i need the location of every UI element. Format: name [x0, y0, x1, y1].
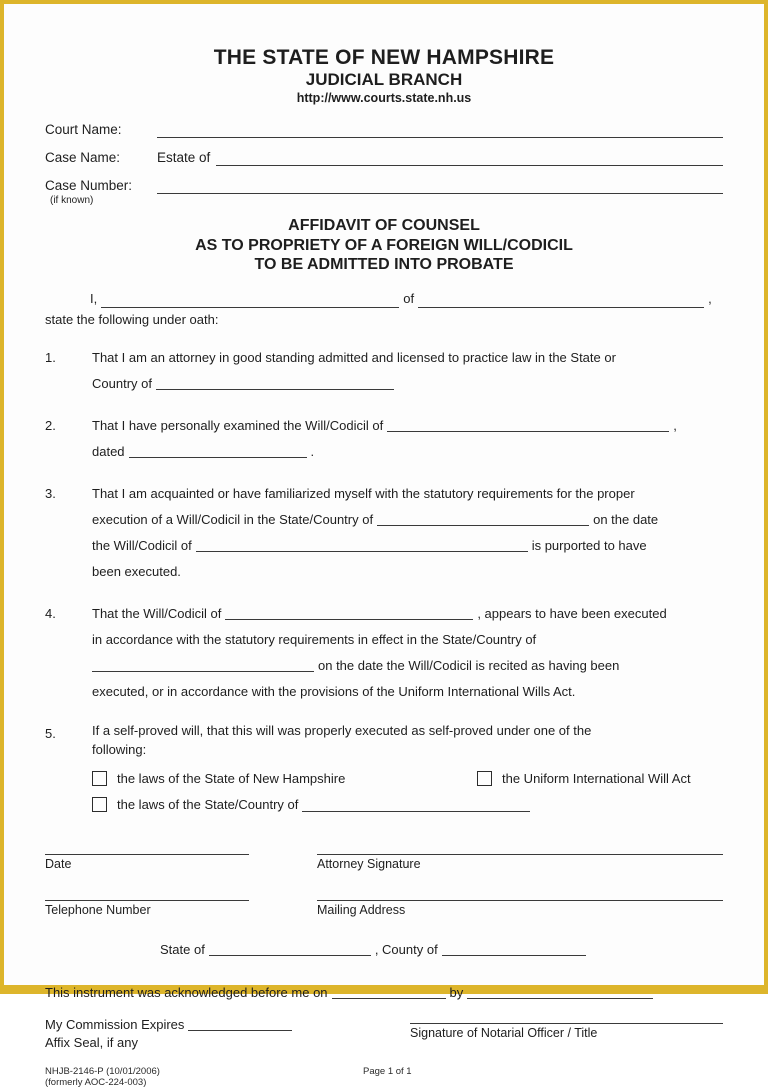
item-4-line-3 — [92, 653, 723, 679]
notarial-officer-label: Signature of Notarial Officer / Title — [410, 1025, 598, 1040]
checkbox-row-1 — [92, 766, 723, 792]
checkbox-country-label: the laws of the State/Country of — [117, 796, 299, 812]
form-footer — [45, 1066, 723, 1088]
item-1-line-1: That I am an attorney in good standing admitted and licensed to practice law in the State or — [92, 349, 616, 365]
state-country-blank[interactable] — [377, 512, 589, 526]
date-signature-line[interactable] — [45, 852, 249, 855]
oath-i-label: I, — [90, 290, 98, 306]
item-3 — [45, 481, 723, 585]
attorney-signature-line[interactable] — [317, 852, 723, 855]
item-1-number: 1. — [45, 349, 56, 365]
case-info-section — [45, 122, 723, 206]
state-country-blank-2[interactable] — [92, 658, 314, 672]
signature-row-2 — [45, 898, 723, 918]
will-name-blank-2[interactable] — [196, 538, 528, 552]
case-name-row — [45, 150, 723, 166]
case-name-field[interactable] — [216, 150, 723, 166]
header-branch: JUDICIAL BRANCH — [305, 70, 463, 89]
item-2-comma: , — [673, 417, 677, 433]
item-4-will-label: That the Will/Codicil of — [92, 605, 222, 621]
notarial-signature-line[interactable] — [410, 1021, 723, 1024]
page-title: THE STATE OF NEW HAMPSHIRE — [213, 46, 555, 69]
item-4-recited-text: on the date the Will/Codicil is recited as having been — [318, 657, 620, 673]
item-3-on-date-text: on the date — [593, 511, 659, 527]
checkbox-uniform-will-act[interactable] — [477, 771, 492, 786]
will-name-blank-3[interactable] — [225, 606, 473, 620]
oath-comma: , — [708, 290, 712, 306]
will-name-blank[interactable] — [387, 418, 669, 432]
form-title — [45, 216, 723, 275]
oath-line — [45, 289, 723, 308]
item-2-line-1 — [92, 413, 723, 439]
attorney-signature-label: Attorney Signature — [317, 856, 421, 871]
item-4-line-1 — [92, 601, 723, 627]
item-1-line-2 — [92, 371, 723, 397]
checkbox-laws-state-country[interactable] — [92, 797, 107, 812]
item-4-line-4: executed, or in accordance with the provisions of the Uniform International Wills Act. — [92, 683, 576, 699]
form-title-line1: AFFIDAVIT OF COUNSEL — [288, 217, 480, 234]
acknowledgment-line — [45, 983, 723, 1002]
item-3-line-4: been executed. — [92, 563, 181, 579]
acknowledged-text: This instrument was acknowledged before me on — [45, 984, 328, 1000]
ack-by-label: by — [449, 984, 464, 1000]
telephone-line[interactable] — [45, 898, 249, 901]
country-blank[interactable] — [156, 376, 394, 390]
date-label: Date — [45, 856, 72, 871]
telephone-label: Telephone Number — [45, 902, 151, 917]
item-2-number: 2. — [45, 417, 56, 433]
court-name-row — [45, 122, 723, 138]
commission-expires-label: My Commission Expires — [45, 1016, 185, 1032]
case-number-row — [45, 178, 723, 194]
estate-of-label: Estate of — [157, 150, 211, 165]
item-5-line-2: following: — [92, 741, 147, 757]
oath-statement: state the following under oath: — [45, 311, 219, 327]
item-5-number: 5. — [45, 725, 56, 741]
item-2-line-2 — [92, 439, 723, 465]
affix-seal-label: Affix Seal, if any — [45, 1034, 138, 1050]
signature-row-1 — [45, 852, 723, 872]
item-3-execution-text: execution of a Will/Codicil in the State/Country of — [92, 511, 374, 527]
state-blank[interactable] — [209, 942, 371, 956]
item-5-line-1: If a self-proved will, that this will was properly executed as self-proved under one of the — [92, 722, 592, 738]
item-5 — [45, 721, 723, 818]
item-3-will-label: the Will/Codicil of — [92, 537, 192, 553]
if-known-note: (if known) — [50, 195, 94, 206]
item-3-line-3 — [92, 533, 723, 559]
case-name-label: Case Name: — [45, 150, 121, 165]
checkbox-uniform-label: the Uniform International Will Act — [502, 770, 691, 786]
oath-of-label: of — [403, 290, 415, 306]
court-name-field[interactable] — [157, 122, 723, 138]
notary-section — [45, 1016, 723, 1052]
county-blank[interactable] — [442, 942, 586, 956]
checkbox-row-2 — [92, 792, 723, 818]
form-number-formerly: (formerly AOC-224-003) — [45, 1076, 147, 1088]
county-of-label: , County of — [374, 941, 438, 957]
form-title-line2: AS TO PROPRIETY OF A FOREIGN WILL/CODICIL — [195, 236, 573, 254]
checkbox-laws-nh[interactable] — [92, 771, 107, 786]
checkbox-laws-nh-label: the laws of the State of New Hampshire — [117, 770, 346, 786]
case-number-field[interactable] — [157, 178, 723, 194]
item-2-dated-label: dated — [92, 443, 125, 459]
ack-name-blank[interactable] — [467, 985, 653, 999]
court-name-label: Court Name: — [45, 122, 122, 137]
form-number: NHJB-2146-P (10/01/2006) — [45, 1065, 160, 1077]
item-3-line-2 — [92, 507, 723, 533]
dated-blank[interactable] — [129, 444, 307, 458]
item-4 — [45, 601, 723, 705]
item-1-country-label: Country of — [92, 375, 152, 391]
affiant-name-blank[interactable] — [101, 294, 399, 308]
item-2 — [45, 413, 723, 465]
item-3-purported-text: is purported to have — [531, 537, 647, 553]
item-3-number: 3. — [45, 485, 56, 501]
item-4-line-2: in accordance with the statutory requirements in effect in the State/Country of — [92, 631, 537, 647]
ack-date-blank[interactable] — [332, 985, 446, 999]
affiant-address-blank[interactable] — [418, 294, 704, 308]
commission-date-blank[interactable] — [188, 1017, 292, 1031]
item-3-line-1: That I am acquainted or have familiarized myself with the statutory requirements for the proper — [92, 485, 635, 501]
commission-line — [45, 1016, 410, 1034]
item-4-appears-text: , appears to have been executed — [477, 605, 667, 621]
item-1 — [45, 345, 723, 397]
state-of-label: State of — [160, 941, 205, 957]
mailing-address-line[interactable] — [317, 898, 723, 901]
item-2-period: . — [310, 443, 315, 459]
state-county-line — [160, 940, 723, 959]
item-4-number: 4. — [45, 605, 56, 621]
header — [45, 46, 723, 106]
header-url: http://www.courts.state.nh.us — [296, 91, 472, 105]
case-number-label: Case Number: — [45, 178, 133, 193]
mailing-address-label: Mailing Address — [317, 902, 406, 917]
item-2-text: That I have personally examined the Will/Codicil of — [92, 417, 384, 433]
laws-state-country-blank[interactable] — [302, 798, 530, 812]
page-indicator: Page 1 of 1 — [363, 1065, 412, 1077]
form-title-line3: TO BE ADMITTED INTO PROBATE — [254, 256, 514, 273]
